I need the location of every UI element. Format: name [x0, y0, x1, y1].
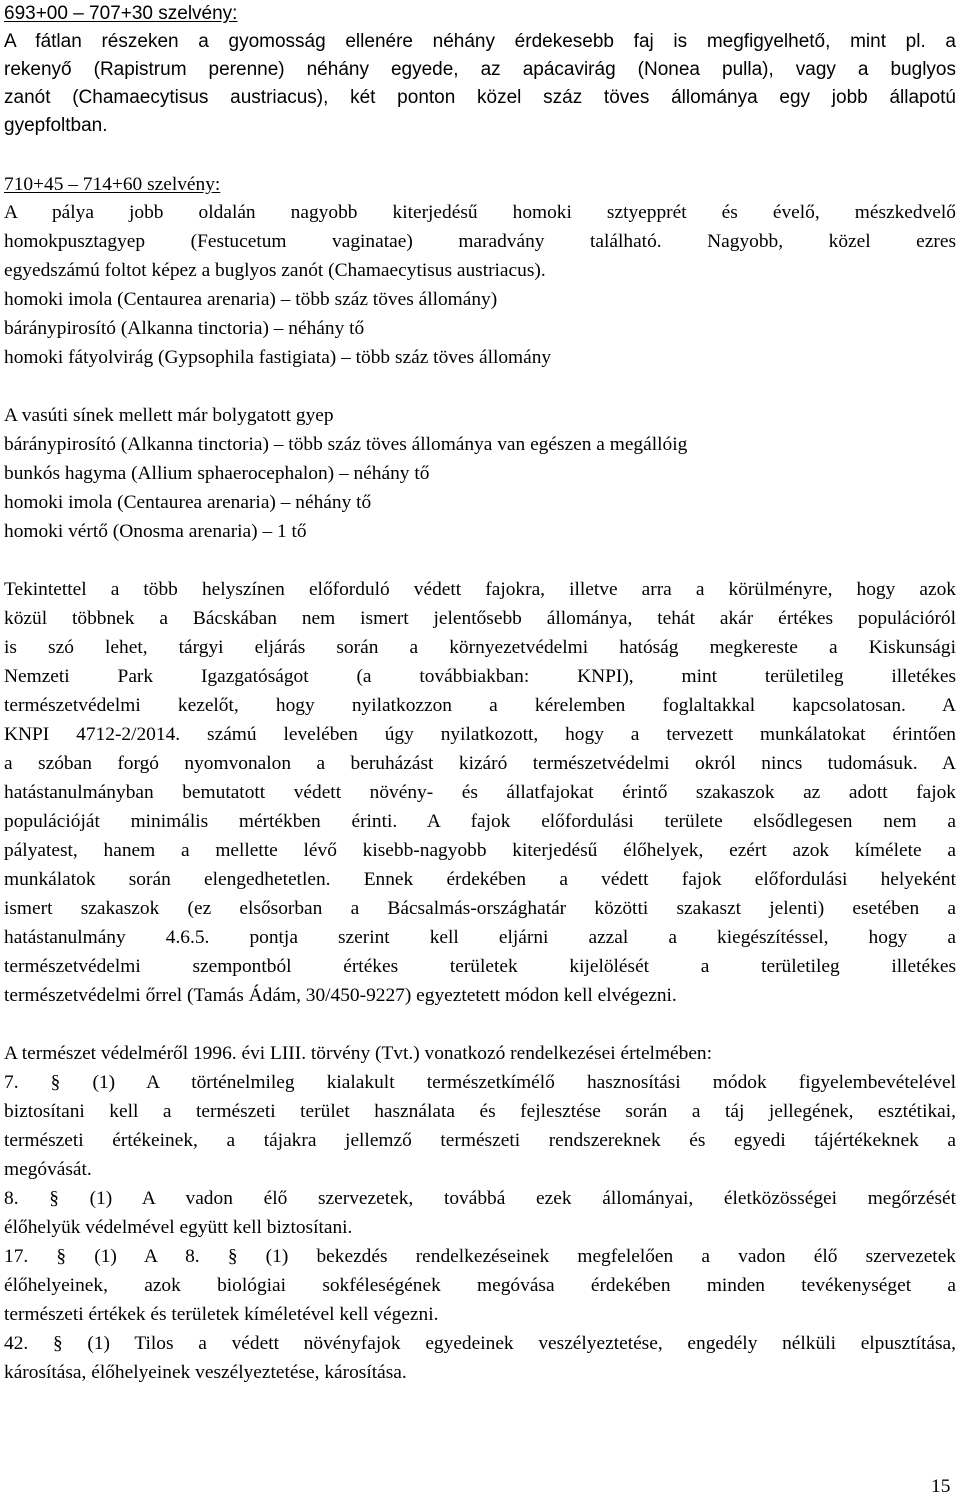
species-list-item: homoki fátyolvirág (Gypsophila fastigiata) – több száz töves állomány [4, 347, 552, 368]
paragraph-line: közül többnek a Bácskában nem ismert jelentősebb állománya, tehát akár értékes populációról [4, 608, 956, 629]
law-line: élőhelyeinek, azok biológiai sokféleségének megóvása érdekében minden tevékenységet a [4, 1275, 956, 1296]
paragraph-line: a szóban forgó nyomvonalon a beruházást kizáró természetvédelmi okról nincs tudomásuk. A [4, 753, 956, 774]
paragraph-line: Nemzeti Park Igazgatóságot (a továbbiakban: KNPI), mint területileg illetékes [4, 666, 956, 687]
paragraph-line: természetvédelmi kezelőt, hogy nyilatkozzon a kérelemben foglaltakkal kapcsolatosan. A [4, 695, 956, 716]
paragraph-line: gyepfoltban. [4, 115, 108, 136]
paragraph-line: zanót (Chamaecytisus austriacus), két ponton közel száz töves állománya egy jobb állapotú [4, 87, 956, 108]
paragraph-line: munkálatok során elengedhetetlen. Ennek érdekében a védett fajok előfordulási helyeként [4, 869, 956, 890]
paragraph-line: homokpusztagyep (Festucetum vaginatae) maradvány található. Nagyobb, közel ezres [4, 231, 956, 252]
paragraph-line: pályatest, hanem a mellette lévő kisebb-nagyobb kiterjedésű élőhelyek, ezért azok kímélete a [4, 840, 956, 861]
law-line: 17. § (1) A 8. § (1) bekezdés rendelkezéseinek megfelelően a vadon élő szervezetek [4, 1246, 956, 1267]
species-list-item: homoki imola (Centaurea arenaria) – több száz töves állomány) [4, 289, 498, 310]
paragraph-line: hatástanulmányban bemutatott védett növény- és állatfajokat érintő szakaszok az adott fajok [4, 782, 956, 803]
law-line: természeti értékek és területek kíméletével kell végezni. [4, 1304, 439, 1325]
paragraph-line: KNPI 4712-2/2014. számú levelében úgy nyilatkozott, hogy a tervezett munkálatokat érintően [4, 724, 956, 745]
species-list-item: bunkós hagyma (Allium sphaerocephalon) – néhány tő [4, 463, 430, 484]
species-list-item: báránypirosító (Alkanna tinctoria) – több száz töves állománya van egészen a megállóig [4, 434, 688, 455]
paragraph-line: A fátlan részeken a gyomosság ellenére néhány érdekesebb faj is megfigyelhető, mint pl. a [4, 31, 956, 52]
paragraph-line: természetvédelmi őrrel (Tamás Ádám, 30/450-9227) egyeztetett módon kell elvégezni. [4, 985, 677, 1006]
section-heading: 710+45 – 714+60 szelvény: [4, 174, 221, 195]
paragraph-line: természetvédelmi szempontból értékes területek kijelölését a területileg illetékes [4, 956, 956, 977]
paragraph-line: is szó lehet, tárgyi eljárás során a környezetvédelmi hatóság megkereste a Kiskunsági [4, 637, 956, 658]
paragraph-line: Tekintettel a több helyszínen előforduló védett fajokra, illetve arra a körülményre, hogy azok [4, 579, 956, 600]
law-line: 42. § (1) Tilos a védett növényfajok egyedeinek veszélyeztetése, engedély nélküli elpusztítása, [4, 1333, 956, 1354]
section-heading: 693+00 – 707+30 szelvény: [4, 3, 238, 24]
section-heading: A vasúti sínek mellett már bolygatott gyep [4, 405, 334, 426]
page-number: 15 [931, 1476, 951, 1497]
paragraph-line: populációját minimális mértékben érinti. A fajok előfordulási területe elsődlegesen nem a [4, 811, 956, 832]
paragraph-line: ismert szakaszok (ez elsősorban a Bácsalmás-országhatár közötti szakaszt jelenti) esetében a [4, 898, 956, 919]
law-line: megóvását. [4, 1159, 92, 1180]
paragraph-line: rekenyő (Rapistrum perenne) néhány egyede, az apácavirág (Nonea pulla), vagy a buglyos [4, 59, 956, 80]
law-line: 7. § (1) A történelmileg kialakult természetkímélő hasznosítási módok figyelembevételével [4, 1072, 956, 1093]
paragraph-line: hatástanulmány 4.6.5. pontja szerint kell eljárni azzal a kiegészítéssel, hogy a [4, 927, 956, 948]
law-line: természeti értékeinek, a tájakra jellemző természeti rendszereknek és egyedi tájértékeknek a [4, 1130, 956, 1151]
law-line: károsítása, élőhelyeinek veszélyeztetése, károsítása. [4, 1362, 407, 1383]
species-list-item: homoki imola (Centaurea arenaria) – néhány tő [4, 492, 372, 513]
law-line: élőhelyük védelmével együtt kell biztosítani. [4, 1217, 353, 1238]
law-line: biztosítani kell a természeti terület használata és fejlesztése során a táj jellegének, esztétikai, [4, 1101, 956, 1122]
paragraph-line: egyedszámú foltot képez a buglyos zanót (Chamaecytisus austriacus). [4, 260, 546, 281]
law-line: 8. § (1) A vadon élő szervezetek, továbbá ezek állományai, életközösségei megőrzését [4, 1188, 956, 1209]
paragraph-line: A természet védelméről 1996. évi LIII. törvény (Tvt.) vonatkozó rendelkezései értelmében: [4, 1043, 713, 1064]
species-list-item: báránypirosító (Alkanna tinctoria) – néhány tő [4, 318, 365, 339]
species-list-item: homoki vértő (Onosma arenaria) – 1 tő [4, 521, 307, 542]
paragraph-line: A pálya jobb oldalán nagyobb kiterjedésű homoki sztyepprét és évelő, mészkedvelő [4, 202, 956, 223]
